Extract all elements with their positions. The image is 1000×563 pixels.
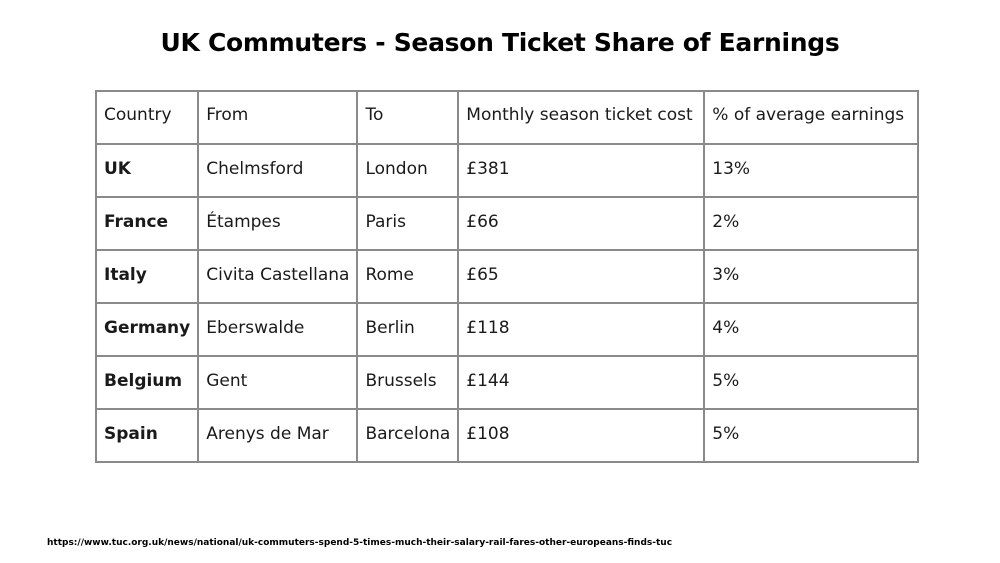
table-cell: Berlin [357,303,458,356]
table-row [96,250,918,303]
table-cell: London [357,144,458,197]
table-row [96,197,918,250]
table-cell: Barcelona [357,409,458,462]
table-cell: £381 [458,144,704,197]
table-cell: £144 [458,356,704,409]
chart-title: UK Commuters - Season Ticket Share of Earnings [160,28,840,57]
table-cell: Civita Castellana [198,250,357,303]
table-cell: Arenys de Mar [198,409,357,462]
table-cell: Chelmsford [198,144,357,197]
table-row [96,409,918,462]
table-cell: £65 [458,250,704,303]
column-header: Country [96,91,198,144]
data-table [95,90,919,463]
table-cell: 3% [704,250,918,303]
column-header: From [198,91,357,144]
country-cell: Spain [96,409,198,462]
country-cell: UK [96,144,198,197]
country-cell: Italy [96,250,198,303]
table-cell: 2% [704,197,918,250]
column-header: % of average earnings [704,91,918,144]
table-cell: Rome [357,250,458,303]
table-cell: Paris [357,197,458,250]
table-cell: Étampes [198,197,357,250]
table-cell: 5% [704,409,918,462]
table-cell: £118 [458,303,704,356]
table-cell: Gent [198,356,357,409]
country-cell: Belgium [96,356,198,409]
table-cell: £66 [458,197,704,250]
table-cell: 13% [704,144,918,197]
column-header: To [357,91,458,144]
source-url: https://www.tuc.org.uk/news/national/uk-commuters-spend-5-times-much-their-salary-rail-fares-other-europeans-finds-tuc [47,538,673,548]
table-row [96,144,918,197]
table-cell: 5% [704,356,918,409]
table-cell: Brussels [357,356,458,409]
table-header-row [96,91,918,144]
table-row [96,356,918,409]
table-row [96,303,918,356]
table-cell: £108 [458,409,704,462]
country-cell: France [96,197,198,250]
table-cell: Eberswalde [198,303,357,356]
table-cell: 4% [704,303,918,356]
country-cell: Germany [96,303,198,356]
column-header: Monthly season ticket cost [458,91,704,144]
